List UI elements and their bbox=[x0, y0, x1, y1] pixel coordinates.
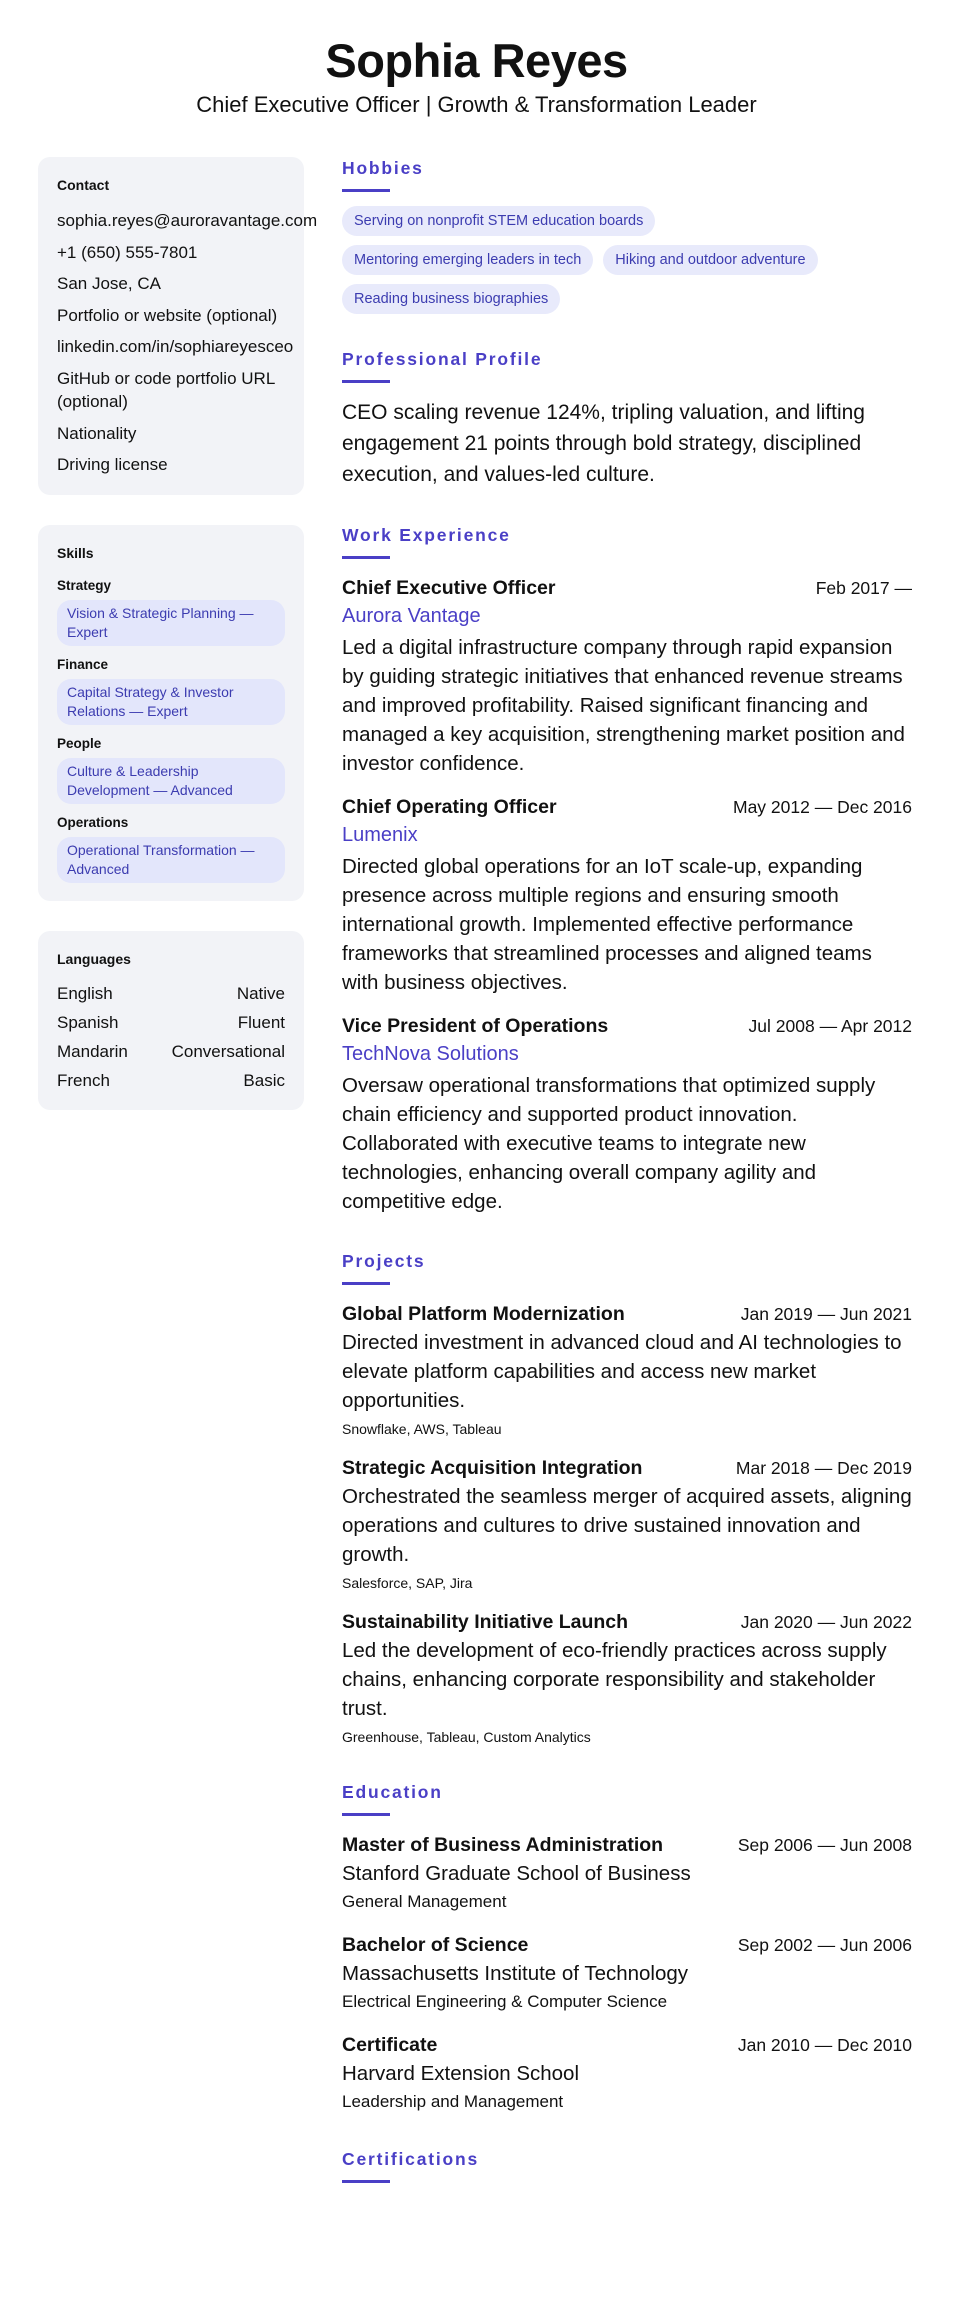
project-entry bbox=[342, 1609, 912, 1747]
contact-driving-license: Driving license bbox=[57, 455, 168, 474]
job-description: Oversaw operational transformations that optimized supply chain efficiency and supported product innovation. Collaborated with executive teams to integrate new technologies, enhancing overall company agility and competitive edge. bbox=[342, 1074, 876, 1213]
job-dates: Jul 2008 — Apr 2012 bbox=[748, 1016, 912, 1036]
project-entry bbox=[342, 1455, 912, 1593]
project-tech: Salesforce, SAP, Jira bbox=[342, 1575, 473, 1591]
job-dates: Feb 2017 — bbox=[815, 578, 912, 598]
project-dates: Mar 2018 — Dec 2019 bbox=[735, 1458, 912, 1478]
language-level: Basic bbox=[243, 1070, 285, 1090]
hobby-chip: Reading business biographies bbox=[342, 284, 560, 314]
job-dates: May 2012 — Dec 2016 bbox=[733, 797, 912, 817]
project-description: Directed investment in advanced cloud and AI technologies to elevate platform capabilities and access new market opportunities. bbox=[342, 1331, 902, 1412]
skill-group-name: Strategy bbox=[57, 577, 112, 593]
education-dates: Jan 2010 — Dec 2010 bbox=[737, 2035, 912, 2055]
project-description: Led the development of eco-friendly practices across supply chains, enhancing corporate responsibility and stakeholder trust. bbox=[342, 1639, 887, 1720]
degree: Bachelor of Science bbox=[342, 1934, 529, 1956]
job-title: Chief Executive Officer bbox=[342, 577, 556, 599]
contact-nationality: Nationality bbox=[57, 423, 137, 443]
contact-card bbox=[38, 157, 318, 495]
language-name: Spanish bbox=[57, 1012, 119, 1032]
language-level: Fluent bbox=[237, 1012, 285, 1032]
project-name: Sustainability Initiative Launch bbox=[342, 1611, 629, 1633]
profile-summary: CEO scaling revenue 124%, tripling valuation, and lifting engagement 21 points through bold strategy, disciplined execution, and values-led culture. bbox=[342, 401, 865, 486]
skill-chip: Culture & Leadership Development — Advanced bbox=[57, 758, 285, 804]
experience-entry bbox=[342, 575, 912, 778]
projects-heading: Projects bbox=[342, 1251, 426, 1271]
contact-github: GitHub or code portfolio URL (optional) bbox=[57, 368, 275, 411]
contact-phone[interactable]: +1 (650) 555-7801 bbox=[57, 242, 198, 262]
school-name: Harvard Extension School bbox=[342, 2062, 580, 2085]
experience-section bbox=[342, 524, 912, 1216]
hobby-chips bbox=[342, 206, 912, 314]
certifications-section bbox=[342, 2148, 912, 2183]
job-title: Chief Operating Officer bbox=[342, 796, 557, 818]
contact-linkedin[interactable]: linkedin.com/in/sophiareyesceo bbox=[57, 337, 294, 356]
skill-chip: Vision & Strategic Planning — Expert bbox=[57, 600, 285, 646]
language-row bbox=[57, 1070, 285, 1092]
education-dates: Sep 2006 — Jun 2008 bbox=[737, 1835, 912, 1855]
company-name: TechNova Solutions bbox=[342, 1043, 519, 1065]
languages-title: Languages bbox=[57, 950, 131, 967]
hobbies-heading: Hobbies bbox=[342, 158, 424, 178]
profile-heading: Professional Profile bbox=[342, 349, 543, 369]
contact-location: San Jose, CA bbox=[57, 274, 161, 293]
section-divider bbox=[342, 556, 390, 559]
education-entry bbox=[342, 1932, 912, 2014]
language-level: Conversational bbox=[171, 1041, 285, 1061]
project-dates: Jan 2019 — Jun 2021 bbox=[740, 1304, 912, 1324]
main-content bbox=[342, 157, 912, 2217]
skill-group bbox=[57, 814, 285, 883]
hobby-chip: Serving on nonprofit STEM education boards bbox=[342, 206, 655, 236]
language-level: Native bbox=[236, 983, 285, 1003]
skill-group-name: Operations bbox=[57, 814, 129, 830]
education-entry bbox=[342, 2032, 912, 2114]
project-dates: Jan 2020 — Jun 2022 bbox=[740, 1612, 912, 1632]
profile-section bbox=[342, 348, 912, 490]
section-divider bbox=[342, 1813, 390, 1816]
project-tech: Greenhouse, Tableau, Custom Analytics bbox=[342, 1729, 591, 1745]
project-description: Orchestrated the seamless merger of acquired assets, aligning operations and cultures to drive sustained innovation and growth. bbox=[342, 1485, 912, 1566]
field-of-study: General Management bbox=[342, 1892, 507, 1911]
school-name: Stanford Graduate School of Business bbox=[342, 1862, 691, 1885]
degree: Certificate bbox=[342, 2034, 438, 2056]
job-title: Vice President of Operations bbox=[342, 1015, 609, 1037]
project-tech: Snowflake, AWS, Tableau bbox=[342, 1421, 502, 1437]
contact-title: Contact bbox=[57, 177, 110, 193]
resume-header bbox=[0, 0, 953, 130]
hobbies-section bbox=[342, 157, 912, 314]
skills-title: Skills bbox=[57, 544, 94, 561]
projects-section bbox=[342, 1250, 912, 1747]
project-entry bbox=[342, 1301, 912, 1439]
job-description: Led a digital infrastructure company through rapid expansion by guiding strategic initiatives that enhanced revenue streams and improved profitability. Raised significant financing and managed a key acquisition, strengthening market position and investor confidence. bbox=[342, 636, 905, 775]
languages-card bbox=[38, 931, 304, 1110]
project-name: Global Platform Modernization bbox=[342, 1303, 625, 1325]
job-description: Directed global operations for an IoT scale-up, expanding presence across multiple regions and ensuring smooth international growth. Implemented effective performance frameworks that streamlined processes and aligned teams with business objectives. bbox=[342, 855, 872, 994]
language-row bbox=[57, 983, 285, 1005]
skill-chip: Capital Strategy & Investor Relations — Expert bbox=[57, 679, 285, 725]
section-divider bbox=[342, 380, 390, 383]
company-name: Lumenix bbox=[342, 824, 418, 846]
skill-chip: Operational Transformation — Advanced bbox=[57, 837, 285, 883]
experience-entry bbox=[342, 1013, 912, 1216]
language-name: French bbox=[57, 1070, 110, 1090]
experience-heading: Work Experience bbox=[342, 525, 511, 545]
certifications-heading: Certifications bbox=[342, 2149, 480, 2169]
skills-card bbox=[38, 525, 304, 901]
candidate-headline: Chief Executive Officer | Growth & Transformation Leader bbox=[196, 92, 757, 117]
field-of-study: Leadership and Management bbox=[342, 2092, 564, 2111]
sidebar bbox=[38, 157, 318, 1140]
education-dates: Sep 2002 — Jun 2006 bbox=[737, 1935, 912, 1955]
section-divider bbox=[342, 189, 390, 192]
contact-portfolio: Portfolio or website (optional) bbox=[57, 305, 278, 325]
language-row bbox=[57, 1012, 285, 1034]
project-name: Strategic Acquisition Integration bbox=[342, 1457, 643, 1479]
skill-group bbox=[57, 577, 285, 646]
language-name: Mandarin bbox=[57, 1041, 128, 1061]
skill-group-name: Finance bbox=[57, 656, 109, 672]
hobby-chip: Hiking and outdoor adventure bbox=[603, 245, 817, 275]
section-divider bbox=[342, 1282, 390, 1285]
field-of-study: Electrical Engineering & Computer Science bbox=[342, 1992, 668, 2011]
company-name: Aurora Vantage bbox=[342, 605, 481, 627]
candidate-name: Sophia Reyes bbox=[325, 34, 628, 87]
language-row bbox=[57, 1041, 285, 1063]
education-heading: Education bbox=[342, 1782, 443, 1802]
language-name: English bbox=[57, 983, 113, 1003]
skill-group bbox=[57, 656, 285, 725]
school-name: Massachusetts Institute of Technology bbox=[342, 1962, 689, 1985]
skill-group bbox=[57, 735, 285, 804]
education-entry bbox=[342, 1832, 912, 1914]
section-divider bbox=[342, 2180, 390, 2183]
contact-email[interactable]: sophia.reyes@auroravantage.com bbox=[57, 211, 318, 230]
education-section bbox=[342, 1781, 912, 2114]
experience-entry bbox=[342, 794, 912, 997]
hobby-chip: Mentoring emerging leaders in tech bbox=[342, 245, 593, 275]
degree: Master of Business Administration bbox=[342, 1834, 664, 1856]
skill-group-name: People bbox=[57, 735, 102, 751]
